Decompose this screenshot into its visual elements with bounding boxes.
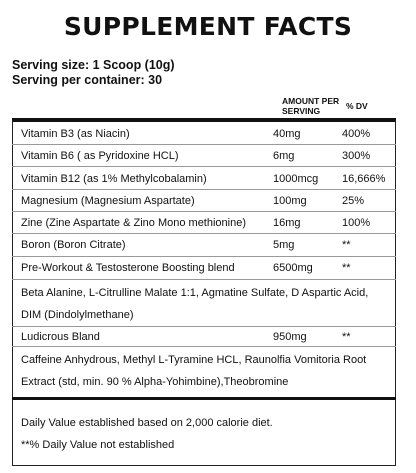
row-divider: [12, 279, 396, 280]
blend-amount: 950mg: [273, 331, 307, 343]
blend-ingredients-line2: DIM (Dindolylmethane): [21, 309, 134, 321]
nutrient-name: Vitamin B3 (as Niacin): [21, 128, 130, 140]
row-divider: [12, 256, 396, 257]
nutrient-dv: 25%: [342, 195, 365, 207]
nutrient-dv: **: [342, 239, 351, 251]
nutrient-amount: 1000mcg: [273, 173, 319, 185]
nutrient-name: Boron (Boron Citrate): [21, 239, 126, 251]
blend-name: Ludicrous Bland: [21, 331, 100, 343]
row-divider: [12, 189, 396, 190]
row-divider: [12, 326, 396, 327]
footnotes: [21, 412, 401, 456]
dv-header: % DV: [346, 101, 368, 111]
servings-per-container: Serving per container: 30: [12, 73, 163, 87]
blend-dv: **: [342, 331, 351, 343]
nutrient-amount: 5mg: [273, 239, 295, 251]
nutrient-amount: 40mg: [273, 128, 301, 140]
amount-header-line2: SERVING: [282, 106, 321, 116]
nutrient-name: Zine (Zine Aspartate & Zino Mono methionine): [21, 217, 247, 229]
nutrient-name: Vitamin B6 ( as Pyridoxine HCL): [21, 150, 179, 162]
blend-amount: 6500mg: [273, 262, 313, 274]
nutrient-dv: 16,666%: [342, 173, 386, 185]
nutrient-amount: 6mg: [273, 150, 295, 162]
nutrient-amount: 16mg: [273, 217, 301, 229]
nutrient-amount: 100mg: [273, 195, 307, 207]
blend-ingredients: [21, 282, 401, 326]
nutrient-dv: 300%: [342, 150, 371, 162]
blend-name: Pre-Workout & Testosterone Boosting blend: [21, 262, 235, 274]
nutrient-name: Vitamin B12 (as 1% Methylcobalamin): [21, 173, 207, 185]
amount-header-line1: AMOUNT PER: [282, 96, 340, 106]
footnote-dv: **% Daily Value not established: [21, 439, 175, 451]
row-divider: [12, 346, 396, 347]
blend-ingredients-line2: Extract (std, min. 90 % Alpha-Yohimbine),Theobromine: [21, 376, 289, 388]
row-divider: [12, 166, 396, 167]
row-divider: [12, 144, 396, 145]
blend-ingredients-line1: Beta Alanine, L-Citrulline Malate 1:1, Agmatine Sulfate, D Aspartic Acid,: [21, 287, 369, 299]
blend-ingredients-line1: Caffeine Anhydrous, Methyl L-Tyramine HCL, Raunolfia Vomitoria Root: [21, 354, 367, 366]
blend-ingredients: [21, 349, 401, 393]
page-title: SUPPLEMENT FACTS: [63, 12, 353, 41]
footnote-divider: [12, 397, 396, 400]
amount-header: [282, 96, 339, 116]
nutrient-name: Magnesium (Magnesium Aspartate): [21, 195, 195, 207]
blend-dv: **: [342, 262, 351, 274]
row-divider: [12, 211, 396, 212]
row-divider: [12, 233, 396, 234]
nutrient-dv: 100%: [342, 217, 371, 229]
nutrient-dv: 400%: [342, 128, 371, 140]
serving-size: Serving size: 1 Scoop (10g): [12, 58, 175, 72]
footnote-calorie: Daily Value established based on 2,000 calorie diet.: [21, 417, 273, 429]
